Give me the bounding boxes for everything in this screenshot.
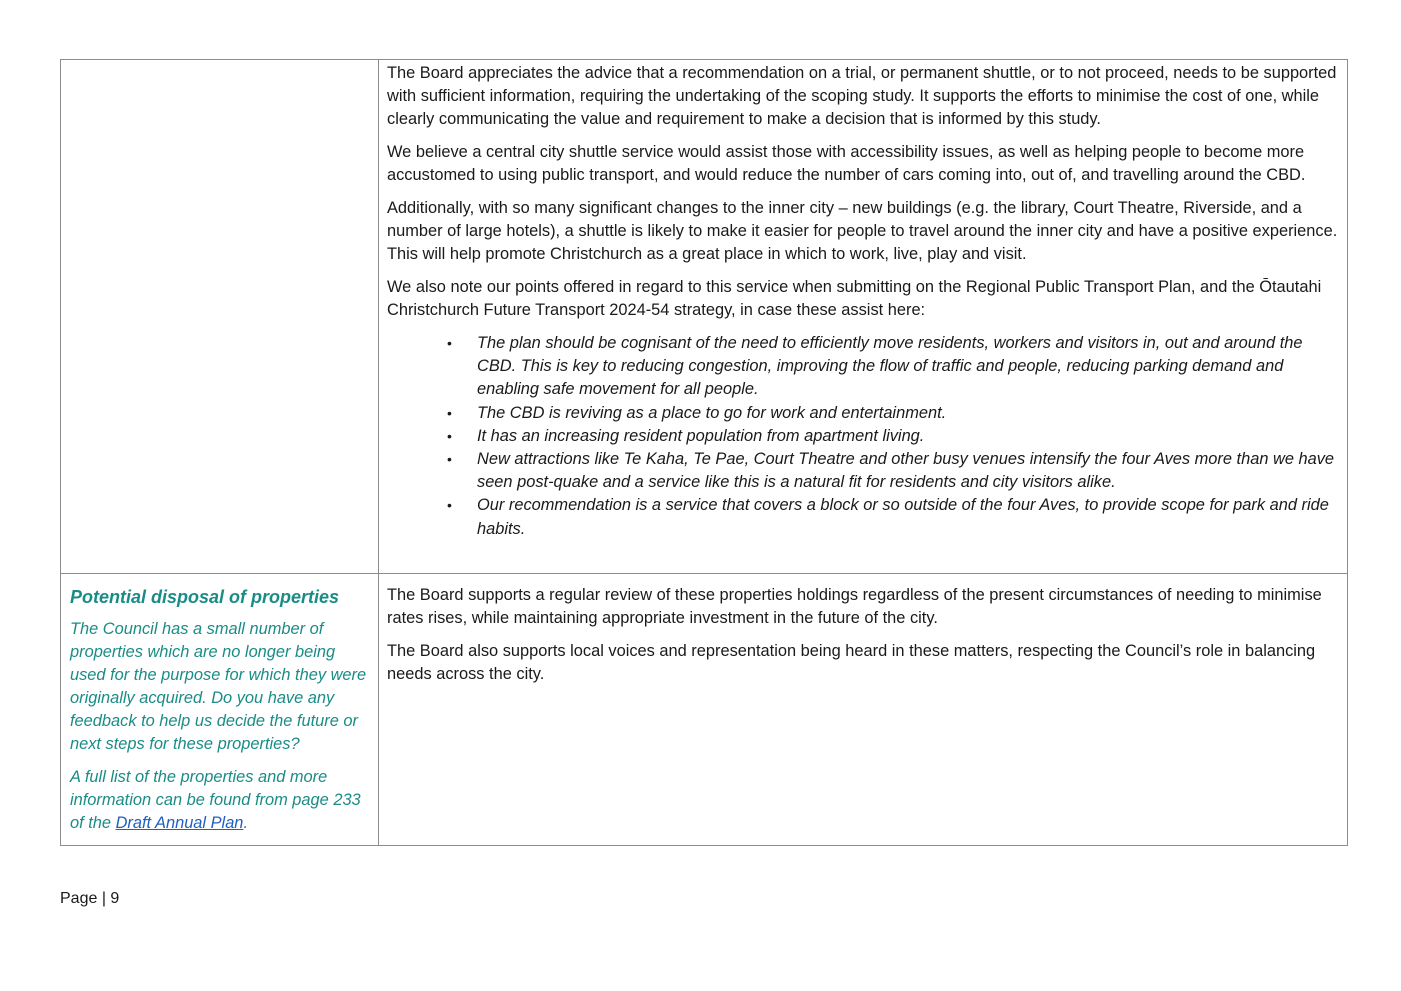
page-number: Page | 9 [60, 890, 120, 907]
bullet-icon: • [447, 451, 452, 468]
row1-response-cell [379, 60, 1348, 574]
response-paragraph: The Board appreciates the advice that a recommendation on a trial, or permanent shuttle, or to not proceed, needs to be supported with sufficient information, requiring the undertaking of the scoping study. It supports the efforts to minimise the cost of one, while clearly communicating the value and requirement to make a decision that is informed by this study. [387, 64, 1337, 128]
list-item-text: Our recommendation is a service that covers a block or so outside of the four Aves, to provide scope for park and ride habits. [477, 496, 1329, 538]
note-prefix: A full list of the properties and more information can be found from page 233 of the [70, 768, 361, 832]
list-item-text: It has an increasing resident population from apartment living. [477, 426, 925, 445]
list-item [447, 425, 1341, 448]
response-paragraph: We also note our points offered in regard to this service when submitting on the Regional Public Transport Plan, and the Ōtautahi Christchurch Future Transport 2024-54 strategy, in case these assist here: [387, 278, 1322, 319]
draft-annual-plan-link[interactable]: Draft Annual Plan [115, 814, 244, 832]
response-paragraph: The Board supports a regular review of these properties holdings regardless of the present circumstances of needing to minimise rates rises, while maintaining appropriate investment in the future of the city. [387, 586, 1322, 627]
recommendation-list [387, 332, 1341, 541]
bullet-icon: • [447, 335, 452, 351]
question-note [70, 766, 372, 835]
row1-question-cell [61, 60, 379, 574]
list-item-text: The CBD is reviving as a place to go for work and entertainment. [477, 403, 947, 422]
list-item [447, 402, 1341, 425]
table-row [61, 60, 1348, 574]
row2-response-cell [379, 574, 1348, 846]
row1-question-content [61, 60, 378, 70]
response-paragraph: Additionally, with so many significant changes to the inner city – new buildings (e.g. the library, Court Theatre, Riverside, and a number of large hotels), a shuttle is likely to make it easier for people to travel around the inner city and have a positive experience. This will help promote Christchurch as a great place in which to work, live, play and visit. [387, 199, 1338, 263]
bullet-icon: • [447, 497, 452, 514]
note-suffix: . [243, 814, 248, 832]
list-item-text: The plan should be cognisant of the need to efficiently move residents, workers and visitors in, out and around the CBD. This is key to reducing congestion, improving the flow of traffic and people, reducing parking demand and enabling safe movement for all people. [477, 334, 1303, 399]
question-heading: Potential disposal of properties [70, 587, 340, 607]
list-item [447, 332, 1341, 402]
list-item-text: New attractions like Te Kaha, Te Pae, Court Theatre and other busy venues intensify the four Aves more than we have seen post-quake and a service like this is a natural fit for residents and city visitors alike. [477, 450, 1335, 492]
bullet-icon: • [447, 427, 452, 444]
row2-question-cell [61, 574, 379, 846]
bullet-icon: • [447, 404, 452, 421]
submission-table [60, 59, 1348, 846]
table-row [61, 574, 1348, 846]
response-paragraph: We believe a central city shuttle service would assist those with accessibility issues, as well as helping people to become more accustomed to using public transport, and would reduce the number of cars coming into, out of, and travelling around the CBD. [387, 143, 1306, 184]
response-paragraph: The Board also supports local voices and representation being heard in these matters, respecting the Council’s role in balancing needs across the city. [387, 642, 1316, 683]
list-item [447, 448, 1341, 494]
question-text: The Council has a small number of properties which are no longer being used for the purpose for which they were originally acquired. Do you have any feedback to help us decide the future or next steps for these properties? [70, 620, 367, 753]
list-item [447, 494, 1341, 540]
